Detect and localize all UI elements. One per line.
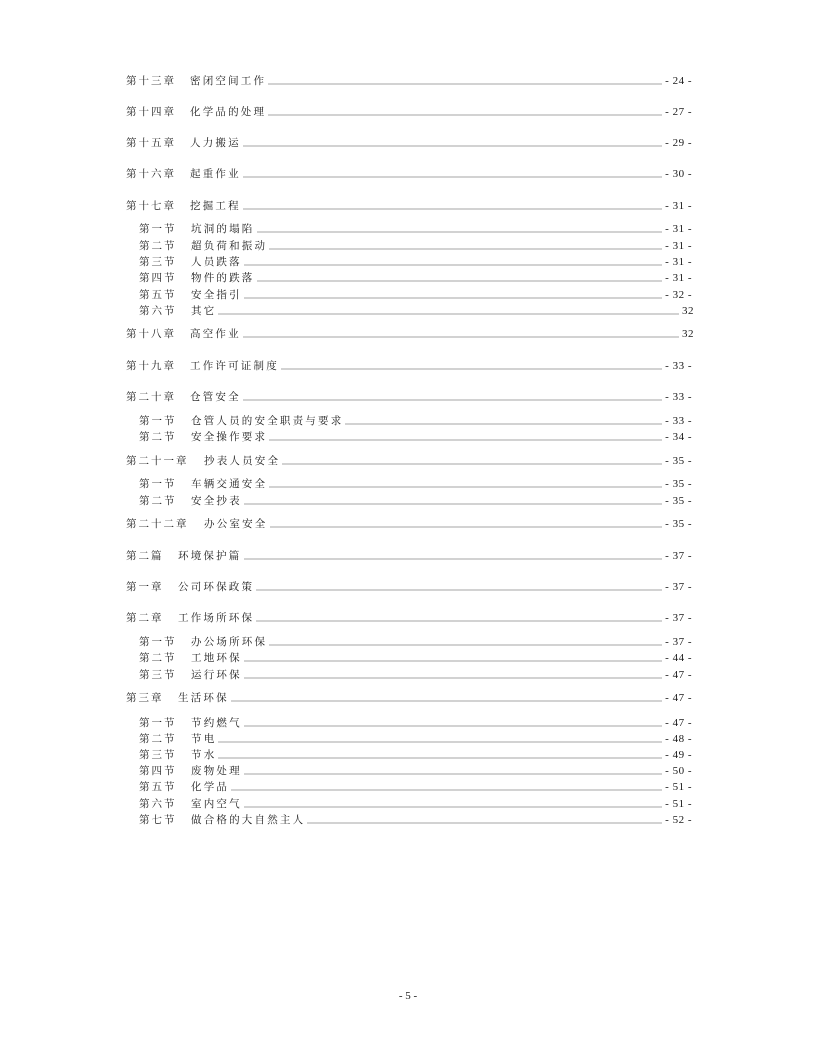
toc-entry-number: 第十五章 bbox=[126, 137, 176, 149]
dot-leader bbox=[269, 486, 662, 488]
toc-entry-number: 第六节 bbox=[139, 798, 177, 810]
toc-entry-title: 办公室安全 bbox=[204, 518, 268, 530]
toc-entry-title: 运行环保 bbox=[191, 669, 242, 681]
toc-entry-title: 仓管人员的安全职责与要求 bbox=[191, 415, 344, 427]
toc-entry-title: 安全指引 bbox=[191, 289, 242, 301]
toc-entry-title: 环境保护篇 bbox=[178, 550, 242, 562]
toc-entry-number: 第一章 bbox=[126, 581, 164, 593]
toc-entry-section[interactable] bbox=[139, 239, 692, 253]
toc-entry-title: 物件的跌落 bbox=[191, 272, 255, 284]
dot-leader bbox=[307, 822, 662, 824]
dot-leader bbox=[244, 503, 662, 505]
toc-entry-page: - 37 - bbox=[665, 581, 692, 593]
dot-leader bbox=[269, 248, 662, 250]
toc-entry-page: - 50 - bbox=[665, 765, 692, 777]
toc-entry-title: 生活环保 bbox=[178, 692, 229, 704]
toc-entry-page: - 47 - bbox=[665, 692, 692, 704]
dot-leader bbox=[268, 114, 662, 116]
dot-leader bbox=[282, 463, 662, 465]
toc-entry-title: 工作场所环保 bbox=[178, 612, 255, 624]
toc-entry-number: 第四节 bbox=[139, 272, 177, 284]
toc-entry-number: 第二节 bbox=[139, 495, 177, 507]
dot-leader bbox=[244, 660, 662, 662]
toc-entry-page: - 51 - bbox=[665, 781, 692, 793]
toc-entry-page: - 31 - bbox=[665, 272, 692, 284]
toc-entry-page: 32 bbox=[682, 305, 694, 317]
toc-entry-page: 32 bbox=[682, 328, 694, 340]
toc-entry-number: 第二节 bbox=[139, 240, 177, 252]
toc-entry-number: 第四节 bbox=[139, 765, 177, 777]
toc-entry-section[interactable] bbox=[139, 716, 692, 730]
toc-entry-chapter-20[interactable] bbox=[126, 390, 692, 404]
toc-entry-chapter-13[interactable] bbox=[126, 74, 692, 88]
toc-entry-page: - 47 - bbox=[665, 717, 692, 729]
toc-entry-section[interactable] bbox=[139, 797, 692, 811]
toc-entry-title: 工地环保 bbox=[191, 652, 242, 664]
toc-entry-section[interactable] bbox=[139, 430, 692, 444]
toc-entry-page: - 51 - bbox=[665, 798, 692, 810]
toc-entry-page: - 24 - bbox=[665, 75, 692, 87]
toc-entry-chapter-21[interactable] bbox=[126, 454, 692, 468]
dot-leader bbox=[243, 176, 662, 178]
toc-entry-chapter-3[interactable] bbox=[126, 691, 692, 705]
toc-entry-title: 高空作业 bbox=[190, 328, 241, 340]
toc-entry-number: 第一节 bbox=[139, 478, 177, 490]
dot-leader bbox=[218, 313, 679, 315]
toc-entry-title: 密闭空间工作 bbox=[190, 75, 267, 87]
toc-entry-number: 第二十章 bbox=[126, 391, 176, 403]
toc-entry-page: - 31 - bbox=[665, 240, 692, 252]
toc-entry-chapter-22[interactable] bbox=[126, 517, 692, 531]
toc-entry-title: 挖掘工程 bbox=[190, 200, 241, 212]
toc-entry-number: 第三节 bbox=[139, 669, 177, 681]
page-number-footer: - 5 - bbox=[398, 990, 418, 1002]
toc-entry-title: 超负荷和振动 bbox=[191, 240, 268, 252]
dot-leader bbox=[231, 700, 662, 702]
toc-entry-number: 第二节 bbox=[139, 733, 177, 745]
toc-entry-chapter-19[interactable] bbox=[126, 359, 692, 373]
dot-leader bbox=[244, 264, 662, 266]
toc-entry-number: 第十八章 bbox=[126, 328, 176, 340]
toc-entry-chapter-17[interactable] bbox=[126, 199, 692, 213]
dot-leader bbox=[281, 368, 662, 370]
toc-entry-title: 做合格的大自然主人 bbox=[191, 814, 306, 826]
toc-entry-title: 节水 bbox=[191, 749, 217, 761]
toc-entry-section[interactable] bbox=[139, 304, 694, 318]
dot-leader bbox=[256, 620, 662, 622]
toc-entry-title: 公司环保政策 bbox=[178, 581, 255, 593]
dot-leader bbox=[244, 677, 662, 679]
toc-entry-chapter-15[interactable] bbox=[126, 136, 692, 150]
toc-entry-chapter-16[interactable] bbox=[126, 167, 692, 181]
toc-entry-number: 第十九章 bbox=[126, 360, 176, 372]
dot-leader bbox=[345, 423, 662, 425]
toc-entry-number: 第二十一章 bbox=[126, 455, 189, 467]
toc-entry-section[interactable] bbox=[139, 764, 692, 778]
toc-entry-section[interactable] bbox=[139, 494, 692, 508]
toc-entry-page: - 27 - bbox=[665, 106, 692, 118]
dot-leader bbox=[269, 439, 662, 441]
toc-entry-chapter-18[interactable] bbox=[126, 327, 694, 341]
toc-entry-section[interactable] bbox=[139, 288, 692, 302]
toc-entry-title: 人力搬运 bbox=[190, 137, 241, 149]
toc-entry-page: - 35 - bbox=[665, 518, 692, 530]
toc-entry-title: 化学品 bbox=[191, 781, 230, 793]
toc-entry-title: 节约燃气 bbox=[191, 717, 242, 729]
toc-entry-page: - 34 - bbox=[665, 431, 692, 443]
toc-entry-chapter-2[interactable] bbox=[126, 611, 692, 625]
toc-entry-number: 第三章 bbox=[126, 692, 164, 704]
toc-entry-number: 第七节 bbox=[139, 814, 177, 826]
toc-entry-number: 第十七章 bbox=[126, 200, 176, 212]
toc-entry-number: 第三节 bbox=[139, 256, 177, 268]
toc-entry-page: - 37 - bbox=[665, 612, 692, 624]
toc-entry-page: - 35 - bbox=[665, 455, 692, 467]
dot-leader bbox=[218, 741, 662, 743]
toc-entry-section[interactable] bbox=[139, 255, 692, 269]
dot-leader bbox=[256, 589, 662, 591]
toc-entry-page: - 33 - bbox=[665, 360, 692, 372]
toc-entry-page: - 35 - bbox=[665, 495, 692, 507]
toc-entry-page: - 31 - bbox=[665, 200, 692, 212]
toc-entry-page: - 30 - bbox=[665, 168, 692, 180]
toc-entry-title: 其它 bbox=[191, 305, 217, 317]
dot-leader bbox=[244, 806, 662, 808]
toc-entry-number: 第五节 bbox=[139, 289, 177, 301]
toc-entry-section[interactable] bbox=[139, 732, 692, 746]
toc-entry-section[interactable] bbox=[139, 222, 692, 236]
toc-entry-number: 第十三章 bbox=[126, 75, 176, 87]
toc-entry-title: 起重作业 bbox=[190, 168, 241, 180]
toc-entry-title: 车辆交通安全 bbox=[191, 478, 268, 490]
toc-entry-section[interactable] bbox=[139, 651, 692, 665]
dot-leader bbox=[243, 336, 679, 338]
toc-entry-title: 坑洞的塌陷 bbox=[191, 223, 255, 235]
toc-entry-page: - 33 - bbox=[665, 391, 692, 403]
toc-entry-section[interactable] bbox=[139, 668, 692, 682]
dot-leader bbox=[270, 526, 663, 528]
dot-leader bbox=[257, 280, 663, 282]
toc-entry-title: 化学品的处理 bbox=[190, 106, 267, 118]
dot-leader bbox=[244, 725, 662, 727]
toc-entry-section[interactable] bbox=[139, 780, 692, 794]
toc-entry-page: - 44 - bbox=[665, 652, 692, 664]
toc-entry-title: 安全抄表 bbox=[191, 495, 242, 507]
toc-entry-title: 节电 bbox=[191, 733, 217, 745]
toc-entry-page: - 37 - bbox=[665, 550, 692, 562]
toc-entry-chapter-14[interactable] bbox=[126, 105, 692, 119]
toc-entry-page: - 29 - bbox=[665, 137, 692, 149]
toc-entry-part-2[interactable] bbox=[126, 549, 692, 563]
toc-entry-section[interactable] bbox=[139, 414, 692, 428]
toc-entry-page: - 49 - bbox=[665, 749, 692, 761]
dot-leader bbox=[231, 789, 662, 791]
toc-entry-section[interactable] bbox=[139, 635, 692, 649]
toc-entry-number: 第二篇 bbox=[126, 550, 164, 562]
toc-entry-number: 第一节 bbox=[139, 223, 177, 235]
toc-entry-title: 人员跌落 bbox=[191, 256, 242, 268]
toc-entry-page: - 52 - bbox=[665, 814, 692, 826]
toc-entry-number: 第一节 bbox=[139, 415, 177, 427]
toc-entry-page: - 31 - bbox=[665, 256, 692, 268]
toc-entry-number: 第三节 bbox=[139, 749, 177, 761]
toc-entry-title: 安全操作要求 bbox=[191, 431, 268, 443]
toc-entry-number: 第十六章 bbox=[126, 168, 176, 180]
toc-entry-page: - 48 - bbox=[665, 733, 692, 745]
toc-entry-title: 办公场所环保 bbox=[191, 636, 268, 648]
toc-entry-section[interactable] bbox=[139, 813, 692, 827]
toc-entry-number: 第十四章 bbox=[126, 106, 176, 118]
toc-entry-number: 第二节 bbox=[139, 431, 177, 443]
toc-entry-chapter-1[interactable] bbox=[126, 580, 692, 594]
dot-leader bbox=[257, 231, 663, 233]
toc-entry-page: - 47 - bbox=[665, 669, 692, 681]
toc-entry-page: - 31 - bbox=[665, 223, 692, 235]
toc-entry-number: 第二章 bbox=[126, 612, 164, 624]
toc-entry-number: 第六节 bbox=[139, 305, 177, 317]
toc-entry-page: - 37 - bbox=[665, 636, 692, 648]
toc-entry-title: 室内空气 bbox=[191, 798, 242, 810]
toc-entry-page: - 32 - bbox=[665, 289, 692, 301]
toc-entry-section[interactable] bbox=[139, 271, 692, 285]
dot-leader bbox=[243, 145, 662, 147]
toc-entry-title: 抄表人员安全 bbox=[204, 455, 281, 467]
toc-entry-number: 第五节 bbox=[139, 781, 177, 793]
dot-leader bbox=[243, 208, 662, 210]
dot-leader bbox=[269, 644, 662, 646]
dot-leader bbox=[244, 558, 663, 560]
toc-entry-page: - 33 - bbox=[665, 415, 692, 427]
toc-entry-title: 工作许可证制度 bbox=[190, 360, 279, 372]
toc-entry-page: - 35 - bbox=[665, 478, 692, 490]
dot-leader bbox=[218, 757, 662, 759]
dot-leader bbox=[268, 83, 662, 85]
toc-entry-title: 仓管安全 bbox=[190, 391, 241, 403]
toc-entry-section[interactable] bbox=[139, 477, 692, 491]
toc-entry-number: 第一节 bbox=[139, 717, 177, 729]
toc-entry-section[interactable] bbox=[139, 748, 692, 762]
toc-entry-number: 第二节 bbox=[139, 652, 177, 664]
toc-entry-title: 废物处理 bbox=[191, 765, 242, 777]
toc-entry-number: 第二十二章 bbox=[126, 518, 189, 530]
dot-leader bbox=[243, 399, 662, 401]
toc-entry-number: 第一节 bbox=[139, 636, 177, 648]
dot-leader bbox=[244, 297, 662, 299]
dot-leader bbox=[244, 773, 662, 775]
